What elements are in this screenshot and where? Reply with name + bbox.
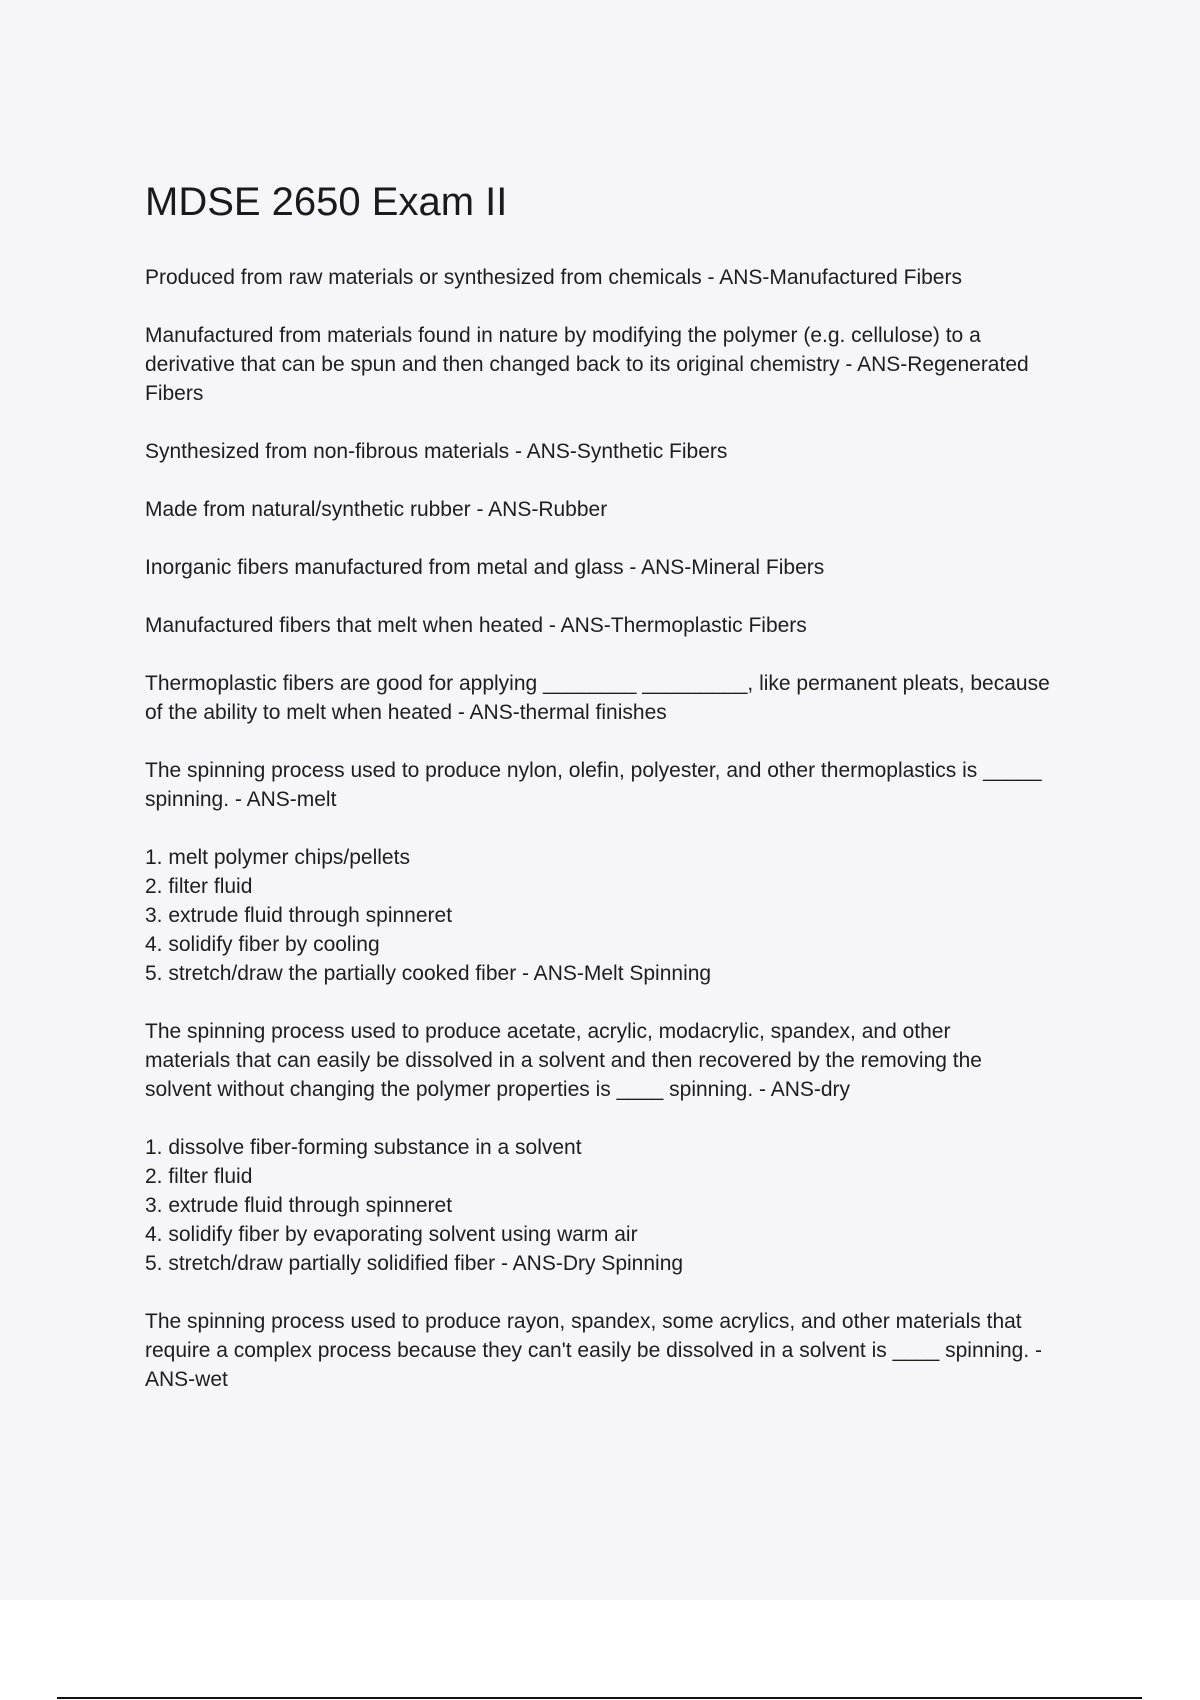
footer-divider (57, 1697, 1142, 1699)
qa-item: Thermoplastic fibers are good for applying ________ _________, like permanent pleats, because of the ability to melt when heated - ANS-thermal finishes (145, 672, 1050, 724)
qa-item: Inorganic fibers manufactured from metal and glass - ANS-Mineral Fibers (145, 556, 825, 579)
qa-item: The spinning process used to produce acetate, acrylic, modacrylic, spandex, and other materials that can easily be dissolved in a solvent and then recovered by the removing the solvent without changing the polymer properties is ____ spinning. - ANS-dry (145, 1020, 982, 1101)
qa-item: The spinning process used to produce nylon, olefin, polyester, and other thermoplastics is _____ spinning. - ANS-melt (145, 759, 1042, 811)
qa-list-item: 1. dissolve fiber-forming substance in a solvent 2. filter fluid 3. extrude fluid through spinneret 4. solidify fiber by evaporating solvent using warm air 5. stretch/draw partially solidified fiber - ANS-Dry Spinning (145, 1136, 684, 1275)
qa-item: Synthesized from non-fibrous materials - ANS-Synthetic Fibers (145, 440, 728, 463)
qa-item: Made from natural/synthetic rubber - ANS-Rubber (145, 498, 608, 521)
qa-item: The spinning process used to produce rayon, spandex, some acrylics, and other materials that require a complex process because they can't easily be dissolved in a solvent is ____ spinning. - ANS-wet (145, 1310, 1043, 1391)
qa-item: Produced from raw materials or synthesized from chemicals - ANS-Manufactured Fibers (145, 266, 962, 289)
qa-list-item: 1. melt polymer chips/pellets 2. filter fluid 3. extrude fluid through spinneret 4. solidify fiber by cooling 5. stretch/draw the partially cooked fiber - ANS-Melt Spinning (145, 846, 712, 985)
document-content (145, 178, 1085, 1423)
qa-item: Manufactured fibers that melt when heated - ANS-Thermoplastic Fibers (145, 614, 807, 637)
qa-item: Manufactured from materials found in nature by modifying the polymer (e.g. cellulose) to a derivative that can be spun and then changed back to its original chemistry - ANS-Regenerated Fibers (145, 324, 1029, 405)
page-title: MDSE 2650 Exam II (145, 180, 508, 224)
